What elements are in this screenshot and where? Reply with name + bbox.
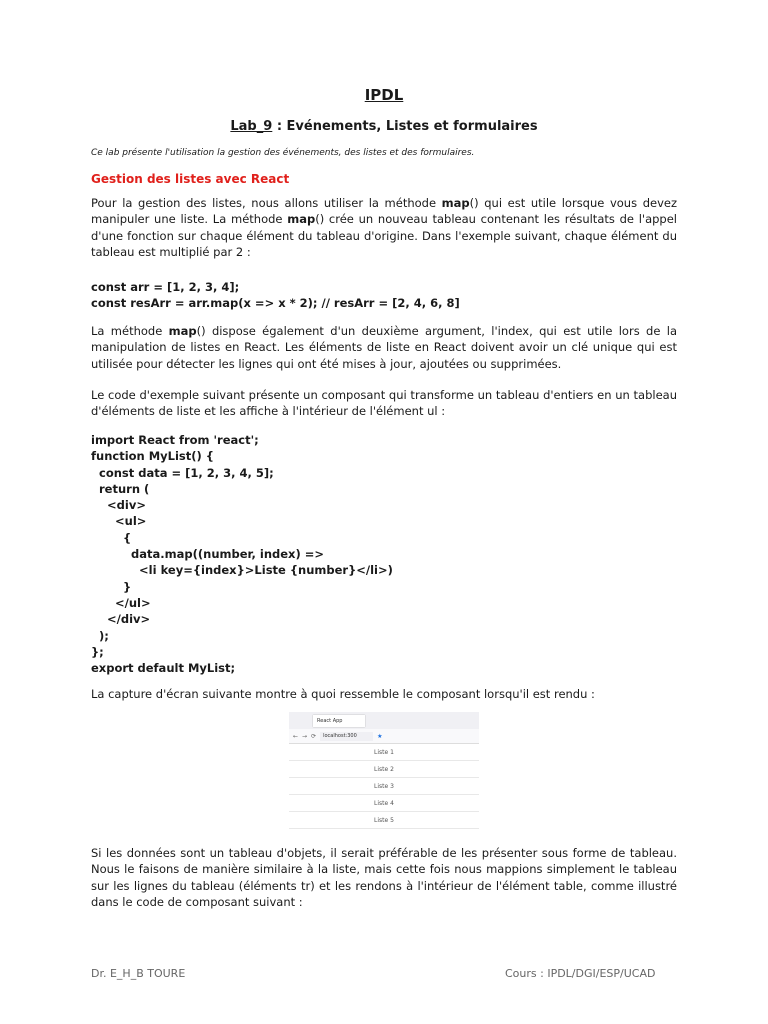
code-line: <li key={index}>Liste {number}</li>): [91, 563, 393, 578]
paragraph-3: Le code d'exemple suivant présente un composant qui transforme un tableau d'entiers en un tableau d'éléments de liste et les affiche à l'intérieur de l'élément ul :: [91, 388, 677, 419]
list-item: Liste 5: [289, 812, 479, 829]
browser-screenshot: [289, 712, 479, 830]
forward-icon: →: [302, 732, 308, 740]
list-item: Liste 1: [289, 744, 479, 761]
paragraph-5: Si les données sont un tableau d'objets, il serait préférable de les présenter sous forme de tableau. Nous le faisons de manière similaire à la liste, mais cette fois nous mappions simplement le tableau sur les lignes du tableau (éléments tr) et les rendons à l'intérieur de l'élément table, comme illustré dans le code de composant suivant :: [91, 846, 677, 909]
footer-course: Cours : IPDL/DGI/ESP/UCAD: [505, 967, 656, 980]
code-line: </div>: [91, 612, 151, 627]
p1-text-c: () qui est utile lorsque vous devez manipuler une liste. La méthode: [91, 196, 678, 227]
p2-text-a: La méthode: [91, 324, 169, 338]
browser-nav-bar: [289, 729, 479, 744]
lab-subtitle: [91, 119, 677, 134]
p1-map-2: map: [287, 212, 316, 227]
code-line: }: [91, 579, 132, 594]
code-line: {: [91, 530, 132, 545]
section-heading: Gestion des listes avec React: [91, 172, 290, 186]
code-line: };: [91, 644, 104, 659]
code-line: import React from 'react';: [91, 433, 259, 447]
star-icon: ★: [377, 732, 383, 740]
p2-map: map: [168, 324, 197, 338]
code-line: const data = [1, 2, 3, 4, 5];: [91, 465, 274, 480]
code-line: data.map((number, index) =>: [91, 547, 324, 562]
paragraph-2: [91, 323, 677, 372]
p1-text-e: () crée un nouveau tableau contenant les résultats de l'appel d'une fonction sur chaque élément du tableau d'origine. Dans l'exemple suivant, chaque élément du tableau est multiplié par 2 :: [91, 212, 677, 259]
back-icon: ←: [293, 732, 299, 740]
lab-title: : Evénements, Listes et formulaires: [272, 119, 538, 134]
code-line: function MyList() {: [91, 449, 214, 464]
browser-tab-bar: [289, 712, 479, 729]
code-block-2: [91, 432, 677, 676]
code-line: const resArr = arr.map(x => x * 2); // resArr = [2, 4, 6, 8]: [91, 296, 460, 311]
paragraph-1: [91, 195, 677, 260]
intro-text: Ce lab présente l'utilisation la gestion des événements, des listes et des formulaires.: [91, 148, 475, 158]
p1-map-1: map: [441, 196, 470, 210]
code-line: const arr = [1, 2, 3, 4];: [91, 280, 240, 294]
code-line: return (: [91, 481, 150, 496]
code-line: <div>: [91, 498, 146, 513]
lab-number: Lab_9: [230, 119, 273, 134]
browser-tab: [313, 715, 365, 727]
tab-label: React App: [317, 717, 343, 724]
code-block-1: [91, 279, 677, 312]
page-title: IPDL: [364, 86, 404, 104]
list-item: Liste 4: [289, 795, 479, 812]
code-line: </ul>: [91, 595, 151, 610]
list-item: Liste 2: [289, 761, 479, 778]
code-line: export default MyList;: [91, 661, 236, 676]
p1-text-a: Pour la gestion des listes, nous allons utiliser la méthode: [91, 196, 442, 210]
list-item: Liste 3: [289, 778, 479, 795]
code-line: <ul>: [91, 514, 147, 529]
url-field: localhost:300: [320, 732, 373, 741]
footer-author: Dr. E_H_B TOURE: [91, 967, 186, 980]
p2-text-c: () dispose également d'un deuxième argument, l'index, qui est utile lors de la manipulation de listes en React. Les éléments de liste en React doivent avoir un clé unique qui est utilisée pour détecter les lignes qui ont été mises à jour, ajoutées ou supprimées.: [91, 324, 677, 371]
reload-icon: ⟳: [311, 732, 317, 740]
code-line: );: [91, 628, 109, 643]
paragraph-4: La capture d'écran suivante montre à quoi ressemble le composant lorsqu'il est rendu :: [91, 687, 595, 701]
